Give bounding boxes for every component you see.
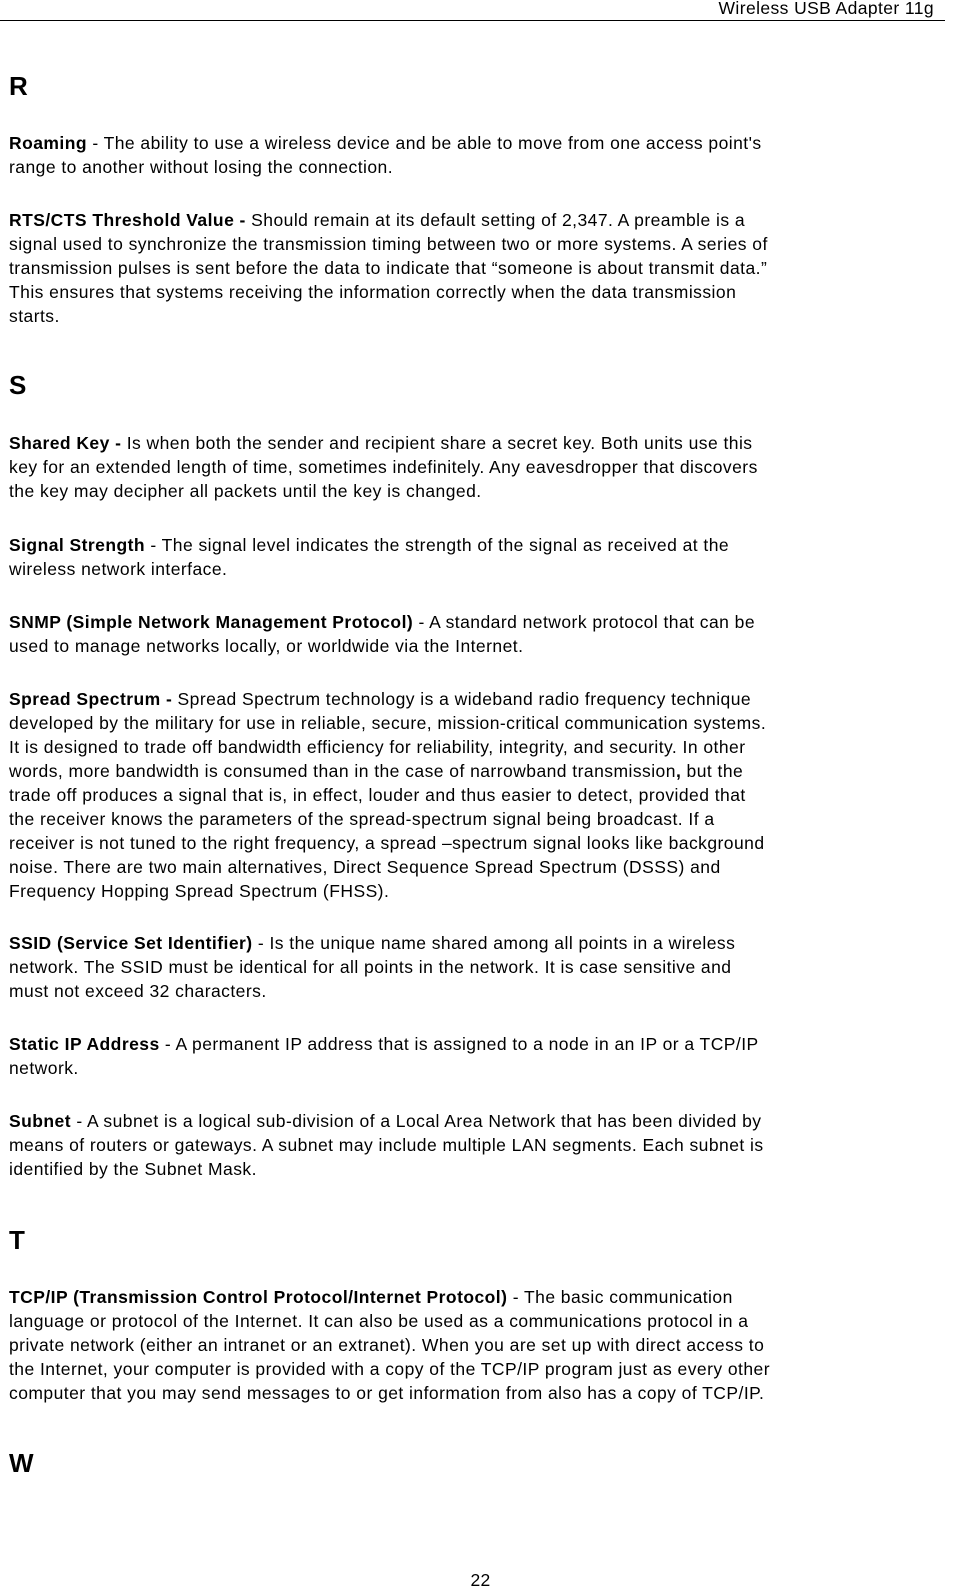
entry-line	[9, 687, 954, 711]
entry-line: the Internet, your computer is provided with a copy of the TCP/IP program just as every other	[9, 1359, 770, 1379]
entry-line: noise. There are two main alternatives, Direct Sequence Spread Spectrum (DSSS) and	[9, 857, 721, 877]
glossary-entry-signal-strength	[9, 533, 954, 581]
entry-line	[9, 533, 954, 557]
definition-text: - Is the unique name shared among all points in a wireless	[252, 933, 736, 953]
glossary-entry-rts-cts	[9, 208, 954, 328]
entry-line: wireless network interface.	[9, 559, 228, 579]
entry-line	[9, 759, 954, 783]
definition-text: - A permanent IP address that is assigned to a node in an IP or a TCP/IP	[159, 1034, 759, 1054]
entry-line: This ensures that systems receiving the information correctly when the data transmission	[9, 282, 737, 302]
definition-text: - The signal level indicates the strength of the signal as received at the	[145, 535, 730, 555]
glossary-term: Subnet	[9, 1111, 72, 1131]
glossary-term: TCP/IP (Transmission Control Protocol/Internet Protocol)	[9, 1287, 508, 1307]
definition-text: - A standard network protocol that can be	[413, 612, 756, 632]
section-letter-t: T	[9, 1225, 25, 1255]
page-header	[0, 0, 945, 21]
entry-line: starts.	[9, 306, 60, 326]
definition-text: - A subnet is a logical sub-division of a Local Area Network that has been divided by	[71, 1111, 762, 1131]
entry-line: the key may decipher all packets until the key is changed.	[9, 481, 482, 501]
section-letter-w: W	[9, 1448, 34, 1478]
entry-line: used to manage networks locally, or worldwide via the Internet.	[9, 636, 524, 656]
definition-text: but the	[681, 761, 744, 781]
definition-text: Spread Spectrum technology is a wideband radio frequency technique	[172, 689, 752, 709]
section-letter-s: S	[9, 370, 27, 400]
entry-line	[9, 931, 954, 955]
entry-line: It is designed to trade off bandwidth efficiency for reliability, integrity, and security. In other	[9, 737, 746, 757]
glossary-term: Signal Strength	[9, 535, 146, 555]
entry-line	[9, 431, 954, 455]
entry-line: developed by the military for use in reliable, secure, mission-critical communication systems.	[9, 713, 767, 733]
definition-text: words, more bandwidth is consumed than in the case of narrowband transmission	[9, 761, 676, 781]
entry-line: must not exceed 32 characters.	[9, 981, 267, 1001]
glossary-entry-ssid	[9, 931, 954, 1003]
section-letter-r: R	[9, 71, 28, 101]
definition-text: - The ability to use a wireless device and be able to move from one access point's	[87, 133, 762, 153]
entry-line	[9, 208, 954, 232]
entry-line: the receiver knows the parameters of the spread-spectrum signal being broadcast. If a	[9, 809, 715, 829]
entry-line: language or protocol of the Internet. It can also be used as a communications protocol in a	[9, 1311, 749, 1331]
glossary-term: RTS/CTS Threshold Value -	[9, 210, 246, 230]
glossary-term: Roaming	[9, 133, 88, 153]
entry-line: private network (either an intranet or an extranet). When you are set up with direct access to	[9, 1335, 765, 1355]
header-title: Wireless USB Adapter 11g	[718, 0, 934, 18]
glossary-entry-tcp-ip	[9, 1285, 954, 1405]
definition-text: Is when both the sender and recipient share a secret key. Both units use this	[121, 433, 753, 453]
glossary-term: SSID (Service Set Identifier)	[9, 933, 253, 953]
entry-line: network.	[9, 1058, 79, 1078]
page-number: 22	[470, 1570, 491, 1590]
entry-line: signal used to synchronize the transmission timing between two or more systems. A series of	[9, 234, 768, 254]
definition-text: Should remain at its default setting of 2,347. A preamble is a	[245, 210, 746, 230]
entry-line: computer that you may send messages to or get information from also has a copy of TCP/IP.	[9, 1383, 765, 1403]
bold-comma: ,	[675, 761, 682, 781]
entry-line: receiver is not tuned to the right frequency, a spread –spectrum signal looks like background	[9, 833, 765, 853]
glossary-entry-shared-key	[9, 431, 954, 503]
glossary-entry-spread-spectrum	[9, 687, 954, 903]
glossary-entry-static-ip	[9, 1032, 954, 1080]
glossary-term: Static IP Address	[9, 1034, 160, 1054]
entry-line	[9, 1285, 954, 1309]
entry-line: means of routers or gateways. A subnet may include multiple LAN segments. Each subnet is	[9, 1135, 764, 1155]
entry-line: Frequency Hopping Spread Spectrum (FHSS).	[9, 881, 390, 901]
glossary-entry-roaming	[9, 131, 954, 179]
glossary-entry-snmp	[9, 610, 954, 658]
entry-line: key for an extended length of time, sometimes indefinitely. Any eavesdropper that discovers	[9, 457, 758, 477]
glossary-term: SNMP (Simple Network Management Protocol)	[9, 612, 414, 632]
entry-line: transmission pulses is sent before the data to indicate that “someone is about transmit data.”	[9, 258, 768, 278]
entry-line	[9, 610, 954, 634]
entry-line: trade off produces a signal that is, in effect, louder and thus easier to detect, provided that	[9, 785, 746, 805]
definition-text: - The basic communication	[507, 1287, 733, 1307]
glossary-entry-subnet	[9, 1109, 954, 1181]
entry-line	[9, 131, 954, 155]
entry-line	[9, 1109, 954, 1133]
entry-line: network. The SSID must be identical for all points in the network. It is case sensitive and	[9, 957, 732, 977]
glossary-term: Shared Key -	[9, 433, 122, 453]
entry-line: identified by the Subnet Mask.	[9, 1159, 257, 1179]
glossary-term: Spread Spectrum -	[9, 689, 173, 709]
entry-line: range to another without losing the connection.	[9, 157, 394, 177]
entry-line	[9, 1032, 954, 1056]
